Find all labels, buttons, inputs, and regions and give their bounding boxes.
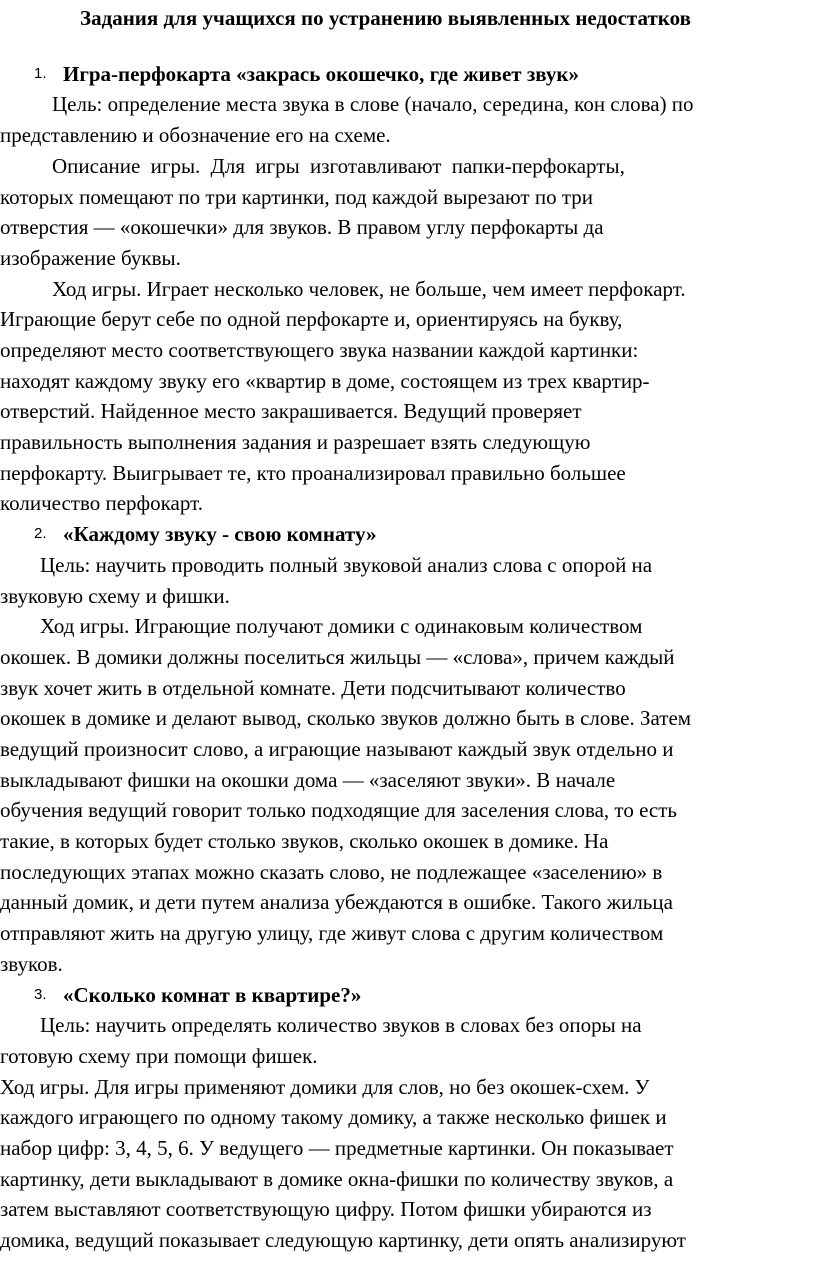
section-1-line: Ход игры. Играет несколько человек, не больше, чем имеет перфокарт. <box>52 277 686 301</box>
section-1-line: находят каждому звуку его «квартир в доме, состоящем из трех квартир- <box>0 369 650 393</box>
section-3-line: домика, ведущий показывает следующую картинку, дети опять анализируют <box>0 1228 686 1252</box>
section-3-line: набор цифр: 3, 4, 5, 6. У ведущего — предметные картинки. Он показывает <box>0 1136 674 1160</box>
section-1-line: представлению и обозначение его на схеме. <box>0 123 391 147</box>
section-1-line: количество перфокарт. <box>0 491 203 515</box>
section-3-line: Ход игры. Для игры применяют домики для слов, но без окошек-схем. У <box>0 1075 650 1099</box>
section-1-line: изображение буквы. <box>0 246 181 270</box>
section-2-line: отправляют жить на другую улицу, где живут слова с другим количеством <box>0 921 664 945</box>
section-1-line: Описание игры. Для игры изготавливают папки-перфокарты, <box>52 154 625 178</box>
section-1-line: Цель: определение места звука в слове (начало, середина, кон слова) по <box>52 92 694 116</box>
section-1-heading: Игра-перфокарта «закрась окошечко, где живет звук» <box>63 62 579 86</box>
section-1-line: определяют место соответствующего звука названии каждой картинки: <box>0 338 639 362</box>
section-2-line: Цель: научить проводить полный звуковой анализ слова с опорой на <box>40 553 653 577</box>
section-1-line: отверстия — «окошечки» для звуков. В правом углу перфокарты да <box>0 215 604 239</box>
section-2-line: окошек в домике и делают вывод, сколько звуков должно быть в слове. Затем <box>0 706 692 730</box>
section-2-number: 2. <box>34 525 47 542</box>
section-3-line: затем выставляют соответствующую цифру. Потом фишки убираются из <box>0 1197 652 1221</box>
section-3-line: картинку, дети выкладывают в домике окна-фишки по количеству звуков, а <box>0 1167 674 1191</box>
section-2-line: Ход игры. Играющие получают домики с одинаковым количеством <box>40 614 643 638</box>
section-2-heading: «Каждому звуку - свою комнату» <box>63 522 377 546</box>
section-3-line: каждого играющего по одному такому домику, а также несколько фишек и <box>0 1105 667 1129</box>
section-3-heading: «Сколько комнат в квартире?» <box>63 983 362 1007</box>
section-2-line: данный домик, и дети путем анализа убеждаются в ошибке. Такого жильца <box>0 890 673 914</box>
section-2-line: звук хочет жить в отдельной комнате. Дети подсчитывают количество <box>0 676 626 700</box>
section-1-line: Играющие берут себе по одной перфокарте и, ориентируясь на букву, <box>0 307 623 331</box>
section-2-line: ведущий произносит слово, а играющие называют каждый звук отдельно и <box>0 737 674 761</box>
section-2-line: обучения ведущий говорит только подходящие для заселения слова, то есть <box>0 798 678 822</box>
section-2-line: окошек. В домики должны поселиться жильцы — «слова», причем каждый <box>0 645 675 669</box>
section-1-line: которых помещают по три картинки, под каждой вырезают по три <box>0 185 594 209</box>
section-1-line: перфокарту. Выигрывает те, кто проанализировал правильно большее <box>0 461 626 485</box>
section-1-line: отверстий. Найденное место закрашивается. Ведущий проверяет <box>0 399 582 423</box>
section-1-number: 1. <box>34 65 47 82</box>
section-3-line: Цель: научить определять количество звуков в словах без опоры на <box>40 1013 642 1037</box>
section-2-line: такие, в которых будет столько звуков, сколько окошек в домике. На <box>0 829 609 853</box>
section-3-number: 3. <box>34 986 47 1003</box>
section-2-line: последующих этапах можно сказать слово, не подлежащее «заселению» в <box>0 860 663 884</box>
section-2-line: звуков. <box>0 952 63 976</box>
document-title: Задания для учащихся по устранению выявленных недостатков <box>80 6 691 30</box>
section-2-line: звуковую схему и фишки. <box>0 584 230 608</box>
section-3-line: готовую схему при помощи фишек. <box>0 1044 318 1068</box>
section-1-line: правильность выполнения задания и разрешает взять следующую <box>0 430 591 454</box>
section-2-line: выкладывают фишки на окошки дома — «заселяют звуки». В начале <box>0 768 616 792</box>
